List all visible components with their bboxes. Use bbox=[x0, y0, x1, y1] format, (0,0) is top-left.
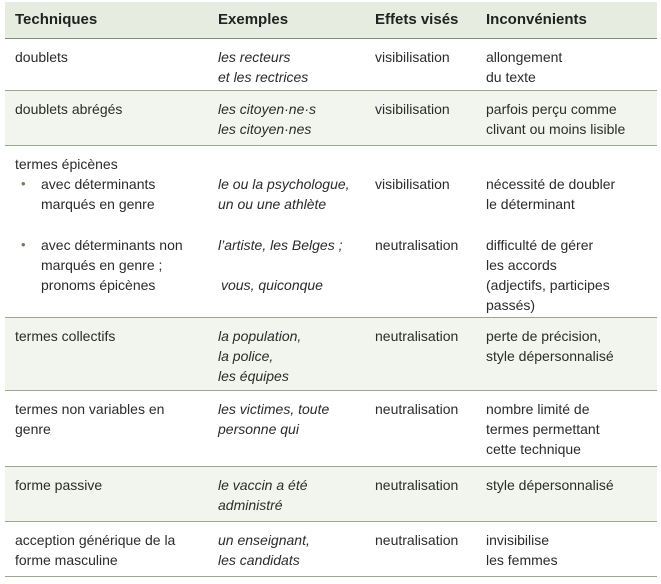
exemple-text: et les rectrices bbox=[218, 69, 309, 85]
inconvenient-text: nécessité de doubler bbox=[486, 176, 616, 192]
technique-text: forme passive bbox=[15, 477, 103, 493]
exemples-cell bbox=[218, 475, 370, 515]
table-row bbox=[5, 39, 657, 91]
technique-cell bbox=[15, 154, 210, 174]
effet-text: visibilisation bbox=[375, 176, 450, 192]
inconvenient-text: les femmes bbox=[486, 552, 558, 568]
effet-text: neutralisation bbox=[375, 532, 459, 548]
exemple-text: les citoyen·ne·s bbox=[218, 101, 317, 117]
exemples-cell bbox=[218, 174, 370, 214]
table-row bbox=[5, 467, 657, 522]
inconvenient-cell bbox=[486, 399, 656, 459]
inconvenient-text: termes permettant bbox=[486, 421, 600, 437]
effet-text: neutralisation bbox=[375, 237, 459, 253]
techniques-table bbox=[5, 2, 657, 577]
inconvenient-text: le déterminant bbox=[486, 196, 575, 212]
table-row bbox=[5, 522, 657, 577]
effet-text: visibilisation bbox=[375, 49, 450, 65]
exemple-text: administré bbox=[218, 497, 283, 513]
exemples-cell bbox=[218, 399, 370, 439]
inconvenient-text: allongement bbox=[486, 49, 563, 65]
inconvenient-text: nombre limité de bbox=[486, 401, 590, 417]
sub-label-text: marqués en genre bbox=[41, 196, 155, 212]
row-divider bbox=[5, 576, 657, 577]
effet-cell bbox=[375, 47, 483, 67]
inconvenient-text: passés) bbox=[486, 297, 536, 313]
technique-text: acception générique de la bbox=[15, 532, 176, 548]
exemple-text: les équipes bbox=[218, 368, 289, 384]
inconvenient-cell bbox=[486, 99, 656, 139]
exemples-cell bbox=[218, 99, 370, 139]
exemple-text: les candidats bbox=[218, 552, 300, 568]
bullet-icon: • bbox=[21, 237, 26, 252]
inconvenient-text: (adjectifs, participes bbox=[486, 277, 610, 293]
inconvenient-cell bbox=[486, 530, 656, 570]
effet-cell bbox=[375, 235, 483, 255]
technique-text: doublets abrégés bbox=[15, 101, 123, 117]
effet-cell bbox=[375, 326, 483, 346]
inconvenient-text: du texte bbox=[486, 69, 536, 85]
inconvenient-text: les accords bbox=[486, 257, 557, 273]
exemple-text: un enseignant, bbox=[218, 532, 310, 548]
effet-text: visibilisation bbox=[375, 101, 450, 117]
technique-text: genre bbox=[15, 421, 51, 437]
exemple-text: le vaccin a été bbox=[218, 477, 308, 493]
sub-label bbox=[41, 235, 211, 295]
exemples-cell bbox=[218, 235, 370, 295]
table-row bbox=[5, 91, 657, 146]
header-effets: Effets visés bbox=[375, 11, 459, 28]
inconvenient-cell bbox=[486, 47, 656, 87]
effet-cell bbox=[375, 99, 483, 119]
technique-text: termes non variables en bbox=[15, 401, 165, 417]
table-row bbox=[5, 318, 657, 391]
inconvenient-cell bbox=[486, 174, 656, 214]
effet-cell bbox=[375, 174, 483, 194]
inconvenient-text: style dépersonnalisé bbox=[486, 477, 614, 493]
exemple-text: personne qui bbox=[218, 421, 299, 437]
technique-cell bbox=[15, 399, 210, 439]
effet-cell bbox=[375, 530, 483, 550]
exemple-text: les citoyen·nes bbox=[218, 121, 312, 137]
header-exemples: Exemples bbox=[218, 11, 289, 28]
exemple-text: un ou une athlète bbox=[218, 196, 327, 212]
inconvenient-text: perte de précision, bbox=[486, 328, 602, 344]
sub-label bbox=[41, 174, 211, 214]
header-techniques: Techniques bbox=[15, 11, 98, 28]
table-row bbox=[5, 146, 657, 318]
inconvenient-cell bbox=[486, 235, 656, 315]
technique-cell bbox=[15, 99, 210, 119]
inconvenient-text: clivant ou moins lisible bbox=[486, 121, 626, 137]
sub-label-text: marqués en genre ; bbox=[41, 257, 163, 273]
bullet-icon: • bbox=[21, 176, 26, 191]
inconvenient-text: cette technique bbox=[486, 441, 581, 457]
technique-cell bbox=[15, 475, 210, 495]
technique-cell bbox=[15, 326, 210, 346]
sub-label-text: pronoms épicènes bbox=[41, 277, 156, 293]
exemple-text: vous, quiconque bbox=[221, 277, 323, 293]
exemple-text: la police, bbox=[218, 348, 274, 364]
exemple-text: l’artiste, les Belges ; bbox=[218, 237, 343, 253]
technique-text: termes épicènes bbox=[15, 156, 118, 172]
effet-text: neutralisation bbox=[375, 401, 459, 417]
effet-cell bbox=[375, 475, 483, 495]
inconvenient-cell bbox=[486, 475, 656, 495]
inconvenient-text: invisibilise bbox=[486, 532, 550, 548]
effet-cell bbox=[375, 399, 483, 419]
inconvenient-text: parfois perçu comme bbox=[486, 101, 617, 117]
sub-label-text: avec déterminants non bbox=[41, 237, 183, 253]
inconvenient-text: style dépersonnalisé bbox=[486, 348, 614, 364]
exemple-text: le ou la psychologue, bbox=[218, 176, 350, 192]
exemples-cell bbox=[218, 47, 370, 87]
exemples-cell bbox=[218, 530, 370, 570]
effet-text: neutralisation bbox=[375, 328, 459, 344]
technique-cell bbox=[15, 530, 210, 570]
technique-text: forme masculine bbox=[15, 552, 118, 568]
exemple-text: les recteurs bbox=[218, 49, 291, 65]
exemple-text: la population, bbox=[218, 328, 302, 344]
technique-text: termes collectifs bbox=[15, 328, 116, 344]
technique-cell bbox=[15, 47, 210, 67]
technique-text: doublets bbox=[15, 49, 68, 65]
header-inconvenients: Inconvénients bbox=[486, 11, 587, 28]
exemples-cell bbox=[218, 326, 370, 386]
sub-label-text: avec déterminants bbox=[41, 176, 156, 192]
effet-text: neutralisation bbox=[375, 477, 459, 493]
inconvenient-cell bbox=[486, 326, 656, 366]
exemple-text: les victimes, toute bbox=[218, 401, 330, 417]
table-row bbox=[5, 391, 657, 467]
inconvenient-text: difficulté de gérer bbox=[486, 237, 594, 253]
table-header bbox=[5, 2, 657, 39]
